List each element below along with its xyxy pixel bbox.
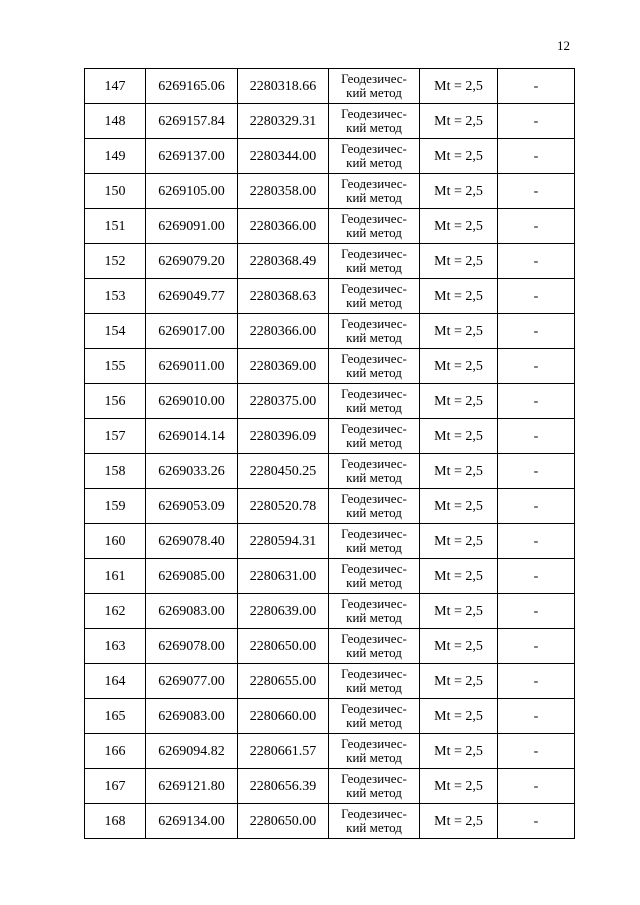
x-coordinate-cell: 6269010.00 (146, 384, 238, 419)
y-coordinate-cell: 2280358.00 (238, 174, 329, 209)
note-cell: - (498, 209, 575, 244)
note-cell: - (498, 244, 575, 279)
point-number-cell: 155 (85, 349, 146, 384)
method-line-1: Геодезичес- (341, 456, 407, 471)
accuracy-cell: Mt = 2,5 (420, 209, 498, 244)
y-coordinate-cell: 2280650.00 (238, 629, 329, 664)
accuracy-cell: Mt = 2,5 (420, 69, 498, 104)
method-line-1: Геодезичес- (341, 736, 407, 751)
x-coordinate-cell: 6269053.09 (146, 489, 238, 524)
accuracy-cell: Mt = 2,5 (420, 769, 498, 804)
method-line-1: Геодезичес- (341, 596, 407, 611)
point-number-cell: 166 (85, 734, 146, 769)
y-coordinate-cell: 2280520.78 (238, 489, 329, 524)
table-row (85, 769, 575, 804)
note-cell: - (498, 804, 575, 839)
x-coordinate-cell: 6269017.00 (146, 314, 238, 349)
accuracy-cell: Mt = 2,5 (420, 454, 498, 489)
table-row (85, 594, 575, 629)
accuracy-cell: Mt = 2,5 (420, 699, 498, 734)
method-line-2: кий метод (346, 260, 402, 275)
x-coordinate-cell: 6269083.00 (146, 594, 238, 629)
note-cell: - (498, 489, 575, 524)
method-line-2: кий метод (346, 820, 402, 835)
x-coordinate-cell: 6269078.40 (146, 524, 238, 559)
table-row (85, 489, 575, 524)
y-coordinate-cell: 2280329.31 (238, 104, 329, 139)
y-coordinate-cell: 2280366.00 (238, 209, 329, 244)
note-cell: - (498, 629, 575, 664)
point-number-cell: 161 (85, 559, 146, 594)
point-number-cell: 163 (85, 629, 146, 664)
method-line-2: кий метод (346, 610, 402, 625)
accuracy-cell: Mt = 2,5 (420, 594, 498, 629)
table-row (85, 524, 575, 559)
method-line-2: кий метод (346, 225, 402, 240)
note-cell: - (498, 279, 575, 314)
method-line-1: Геодезичес- (341, 491, 407, 506)
accuracy-cell: Mt = 2,5 (420, 174, 498, 209)
table-row (85, 699, 575, 734)
method-cell (329, 384, 420, 419)
method-cell (329, 559, 420, 594)
accuracy-cell: Mt = 2,5 (420, 734, 498, 769)
method-line-1: Геодезичес- (341, 246, 407, 261)
x-coordinate-cell: 6269094.82 (146, 734, 238, 769)
method-cell (329, 104, 420, 139)
method-line-2: кий метод (346, 155, 402, 170)
table-row (85, 139, 575, 174)
method-cell (329, 244, 420, 279)
note-cell: - (498, 454, 575, 489)
table-row (85, 349, 575, 384)
method-line-1: Геодезичес- (341, 351, 407, 366)
point-number-cell: 151 (85, 209, 146, 244)
accuracy-cell: Mt = 2,5 (420, 629, 498, 664)
method-line-2: кий метод (346, 365, 402, 380)
method-line-2: кий метод (346, 680, 402, 695)
y-coordinate-cell: 2280396.09 (238, 419, 329, 454)
table-row (85, 174, 575, 209)
x-coordinate-cell: 6269121.80 (146, 769, 238, 804)
table-row (85, 384, 575, 419)
y-coordinate-cell: 2280375.00 (238, 384, 329, 419)
table-row (85, 279, 575, 314)
method-cell (329, 699, 420, 734)
accuracy-cell: Mt = 2,5 (420, 349, 498, 384)
note-cell: - (498, 314, 575, 349)
y-coordinate-cell: 2280450.25 (238, 454, 329, 489)
table-row (85, 734, 575, 769)
point-number-cell: 162 (85, 594, 146, 629)
y-coordinate-cell: 2280655.00 (238, 664, 329, 699)
table-row (85, 314, 575, 349)
method-cell (329, 279, 420, 314)
note-cell: - (498, 139, 575, 174)
y-coordinate-cell: 2280318.66 (238, 69, 329, 104)
method-cell (329, 209, 420, 244)
point-number-cell: 168 (85, 804, 146, 839)
point-number-cell: 154 (85, 314, 146, 349)
x-coordinate-cell: 6269137.00 (146, 139, 238, 174)
y-coordinate-cell: 2280368.49 (238, 244, 329, 279)
method-line-1: Геодезичес- (341, 316, 407, 331)
point-number-cell: 164 (85, 664, 146, 699)
point-number-cell: 159 (85, 489, 146, 524)
method-cell (329, 594, 420, 629)
method-line-1: Геодезичес- (341, 176, 407, 191)
method-cell (329, 524, 420, 559)
method-line-2: кий метод (346, 470, 402, 485)
method-line-2: кий метод (346, 505, 402, 520)
x-coordinate-cell: 6269033.26 (146, 454, 238, 489)
method-cell (329, 139, 420, 174)
x-coordinate-cell: 6269157.84 (146, 104, 238, 139)
coordinates-table (84, 68, 575, 839)
accuracy-cell: Mt = 2,5 (420, 489, 498, 524)
method-cell (329, 769, 420, 804)
method-line-1: Геодезичес- (341, 281, 407, 296)
table-row (85, 104, 575, 139)
method-line-1: Геодезичес- (341, 526, 407, 541)
x-coordinate-cell: 6269091.00 (146, 209, 238, 244)
accuracy-cell: Mt = 2,5 (420, 524, 498, 559)
method-line-1: Геодезичес- (341, 106, 407, 121)
note-cell: - (498, 594, 575, 629)
method-cell (329, 174, 420, 209)
method-line-1: Геодезичес- (341, 631, 407, 646)
y-coordinate-cell: 2280369.00 (238, 349, 329, 384)
y-coordinate-cell: 2280366.00 (238, 314, 329, 349)
y-coordinate-cell: 2280631.00 (238, 559, 329, 594)
note-cell: - (498, 419, 575, 454)
point-number-cell: 167 (85, 769, 146, 804)
method-line-2: кий метод (346, 85, 402, 100)
method-line-1: Геодезичес- (341, 421, 407, 436)
accuracy-cell: Mt = 2,5 (420, 664, 498, 699)
note-cell: - (498, 559, 575, 594)
x-coordinate-cell: 6269049.77 (146, 279, 238, 314)
y-coordinate-cell: 2280661.57 (238, 734, 329, 769)
point-number-cell: 148 (85, 104, 146, 139)
method-line-1: Геодезичес- (341, 141, 407, 156)
method-cell (329, 629, 420, 664)
table-row (85, 559, 575, 594)
table-row (85, 419, 575, 454)
method-cell (329, 664, 420, 699)
table-row (85, 664, 575, 699)
method-line-2: кий метод (346, 540, 402, 555)
method-line-2: кий метод (346, 785, 402, 800)
y-coordinate-cell: 2280639.00 (238, 594, 329, 629)
y-coordinate-cell: 2280660.00 (238, 699, 329, 734)
method-line-2: кий метод (346, 750, 402, 765)
method-cell (329, 69, 420, 104)
method-cell (329, 419, 420, 454)
x-coordinate-cell: 6269079.20 (146, 244, 238, 279)
point-number-cell: 165 (85, 699, 146, 734)
point-number-cell: 147 (85, 69, 146, 104)
x-coordinate-cell: 6269014.14 (146, 419, 238, 454)
page-number: 12 (557, 38, 570, 53)
point-number-cell: 149 (85, 139, 146, 174)
accuracy-cell: Mt = 2,5 (420, 104, 498, 139)
accuracy-cell: Mt = 2,5 (420, 384, 498, 419)
method-line-1: Геодезичес- (341, 806, 407, 821)
accuracy-cell: Mt = 2,5 (420, 314, 498, 349)
point-number-cell: 160 (85, 524, 146, 559)
x-coordinate-cell: 6269085.00 (146, 559, 238, 594)
note-cell: - (498, 664, 575, 699)
note-cell: - (498, 769, 575, 804)
method-line-2: кий метод (346, 190, 402, 205)
note-cell: - (498, 104, 575, 139)
x-coordinate-cell: 6269134.00 (146, 804, 238, 839)
accuracy-cell: Mt = 2,5 (420, 139, 498, 174)
table-row (85, 804, 575, 839)
accuracy-cell: Mt = 2,5 (420, 804, 498, 839)
note-cell: - (498, 349, 575, 384)
point-number-cell: 157 (85, 419, 146, 454)
y-coordinate-cell: 2280594.31 (238, 524, 329, 559)
y-coordinate-cell: 2280368.63 (238, 279, 329, 314)
x-coordinate-cell: 6269165.06 (146, 69, 238, 104)
coordinates-table-body (85, 69, 575, 839)
x-coordinate-cell: 6269011.00 (146, 349, 238, 384)
point-number-cell: 153 (85, 279, 146, 314)
table-row (85, 209, 575, 244)
accuracy-cell: Mt = 2,5 (420, 279, 498, 314)
y-coordinate-cell: 2280656.39 (238, 769, 329, 804)
method-cell (329, 734, 420, 769)
method-line-2: кий метод (346, 330, 402, 345)
accuracy-cell: Mt = 2,5 (420, 419, 498, 454)
accuracy-cell: Mt = 2,5 (420, 559, 498, 594)
point-number-cell: 152 (85, 244, 146, 279)
method-line-1: Геодезичес- (341, 211, 407, 226)
note-cell: - (498, 69, 575, 104)
table-row (85, 454, 575, 489)
point-number-cell: 158 (85, 454, 146, 489)
method-line-2: кий метод (346, 120, 402, 135)
method-line-2: кий метод (346, 645, 402, 660)
method-line-1: Геодезичес- (341, 386, 407, 401)
method-line-1: Геодезичес- (341, 771, 407, 786)
note-cell: - (498, 524, 575, 559)
note-cell: - (498, 734, 575, 769)
x-coordinate-cell: 6269077.00 (146, 664, 238, 699)
point-number-cell: 156 (85, 384, 146, 419)
method-line-2: кий метод (346, 295, 402, 310)
y-coordinate-cell: 2280344.00 (238, 139, 329, 174)
method-cell (329, 454, 420, 489)
accuracy-cell: Mt = 2,5 (420, 244, 498, 279)
x-coordinate-cell: 6269105.00 (146, 174, 238, 209)
note-cell: - (498, 699, 575, 734)
x-coordinate-cell: 6269083.00 (146, 699, 238, 734)
method-line-2: кий метод (346, 435, 402, 450)
method-line-1: Геодезичес- (341, 71, 407, 86)
method-line-2: кий метод (346, 715, 402, 730)
method-cell (329, 804, 420, 839)
table-row (85, 244, 575, 279)
method-cell (329, 349, 420, 384)
method-line-2: кий метод (346, 400, 402, 415)
note-cell: - (498, 384, 575, 419)
note-cell: - (498, 174, 575, 209)
x-coordinate-cell: 6269078.00 (146, 629, 238, 664)
y-coordinate-cell: 2280650.00 (238, 804, 329, 839)
table-row (85, 69, 575, 104)
point-number-cell: 150 (85, 174, 146, 209)
method-line-2: кий метод (346, 575, 402, 590)
method-line-1: Геодезичес- (341, 561, 407, 576)
method-cell (329, 314, 420, 349)
method-line-1: Геодезичес- (341, 666, 407, 681)
table-row (85, 629, 575, 664)
method-line-1: Геодезичес- (341, 701, 407, 716)
method-cell (329, 489, 420, 524)
